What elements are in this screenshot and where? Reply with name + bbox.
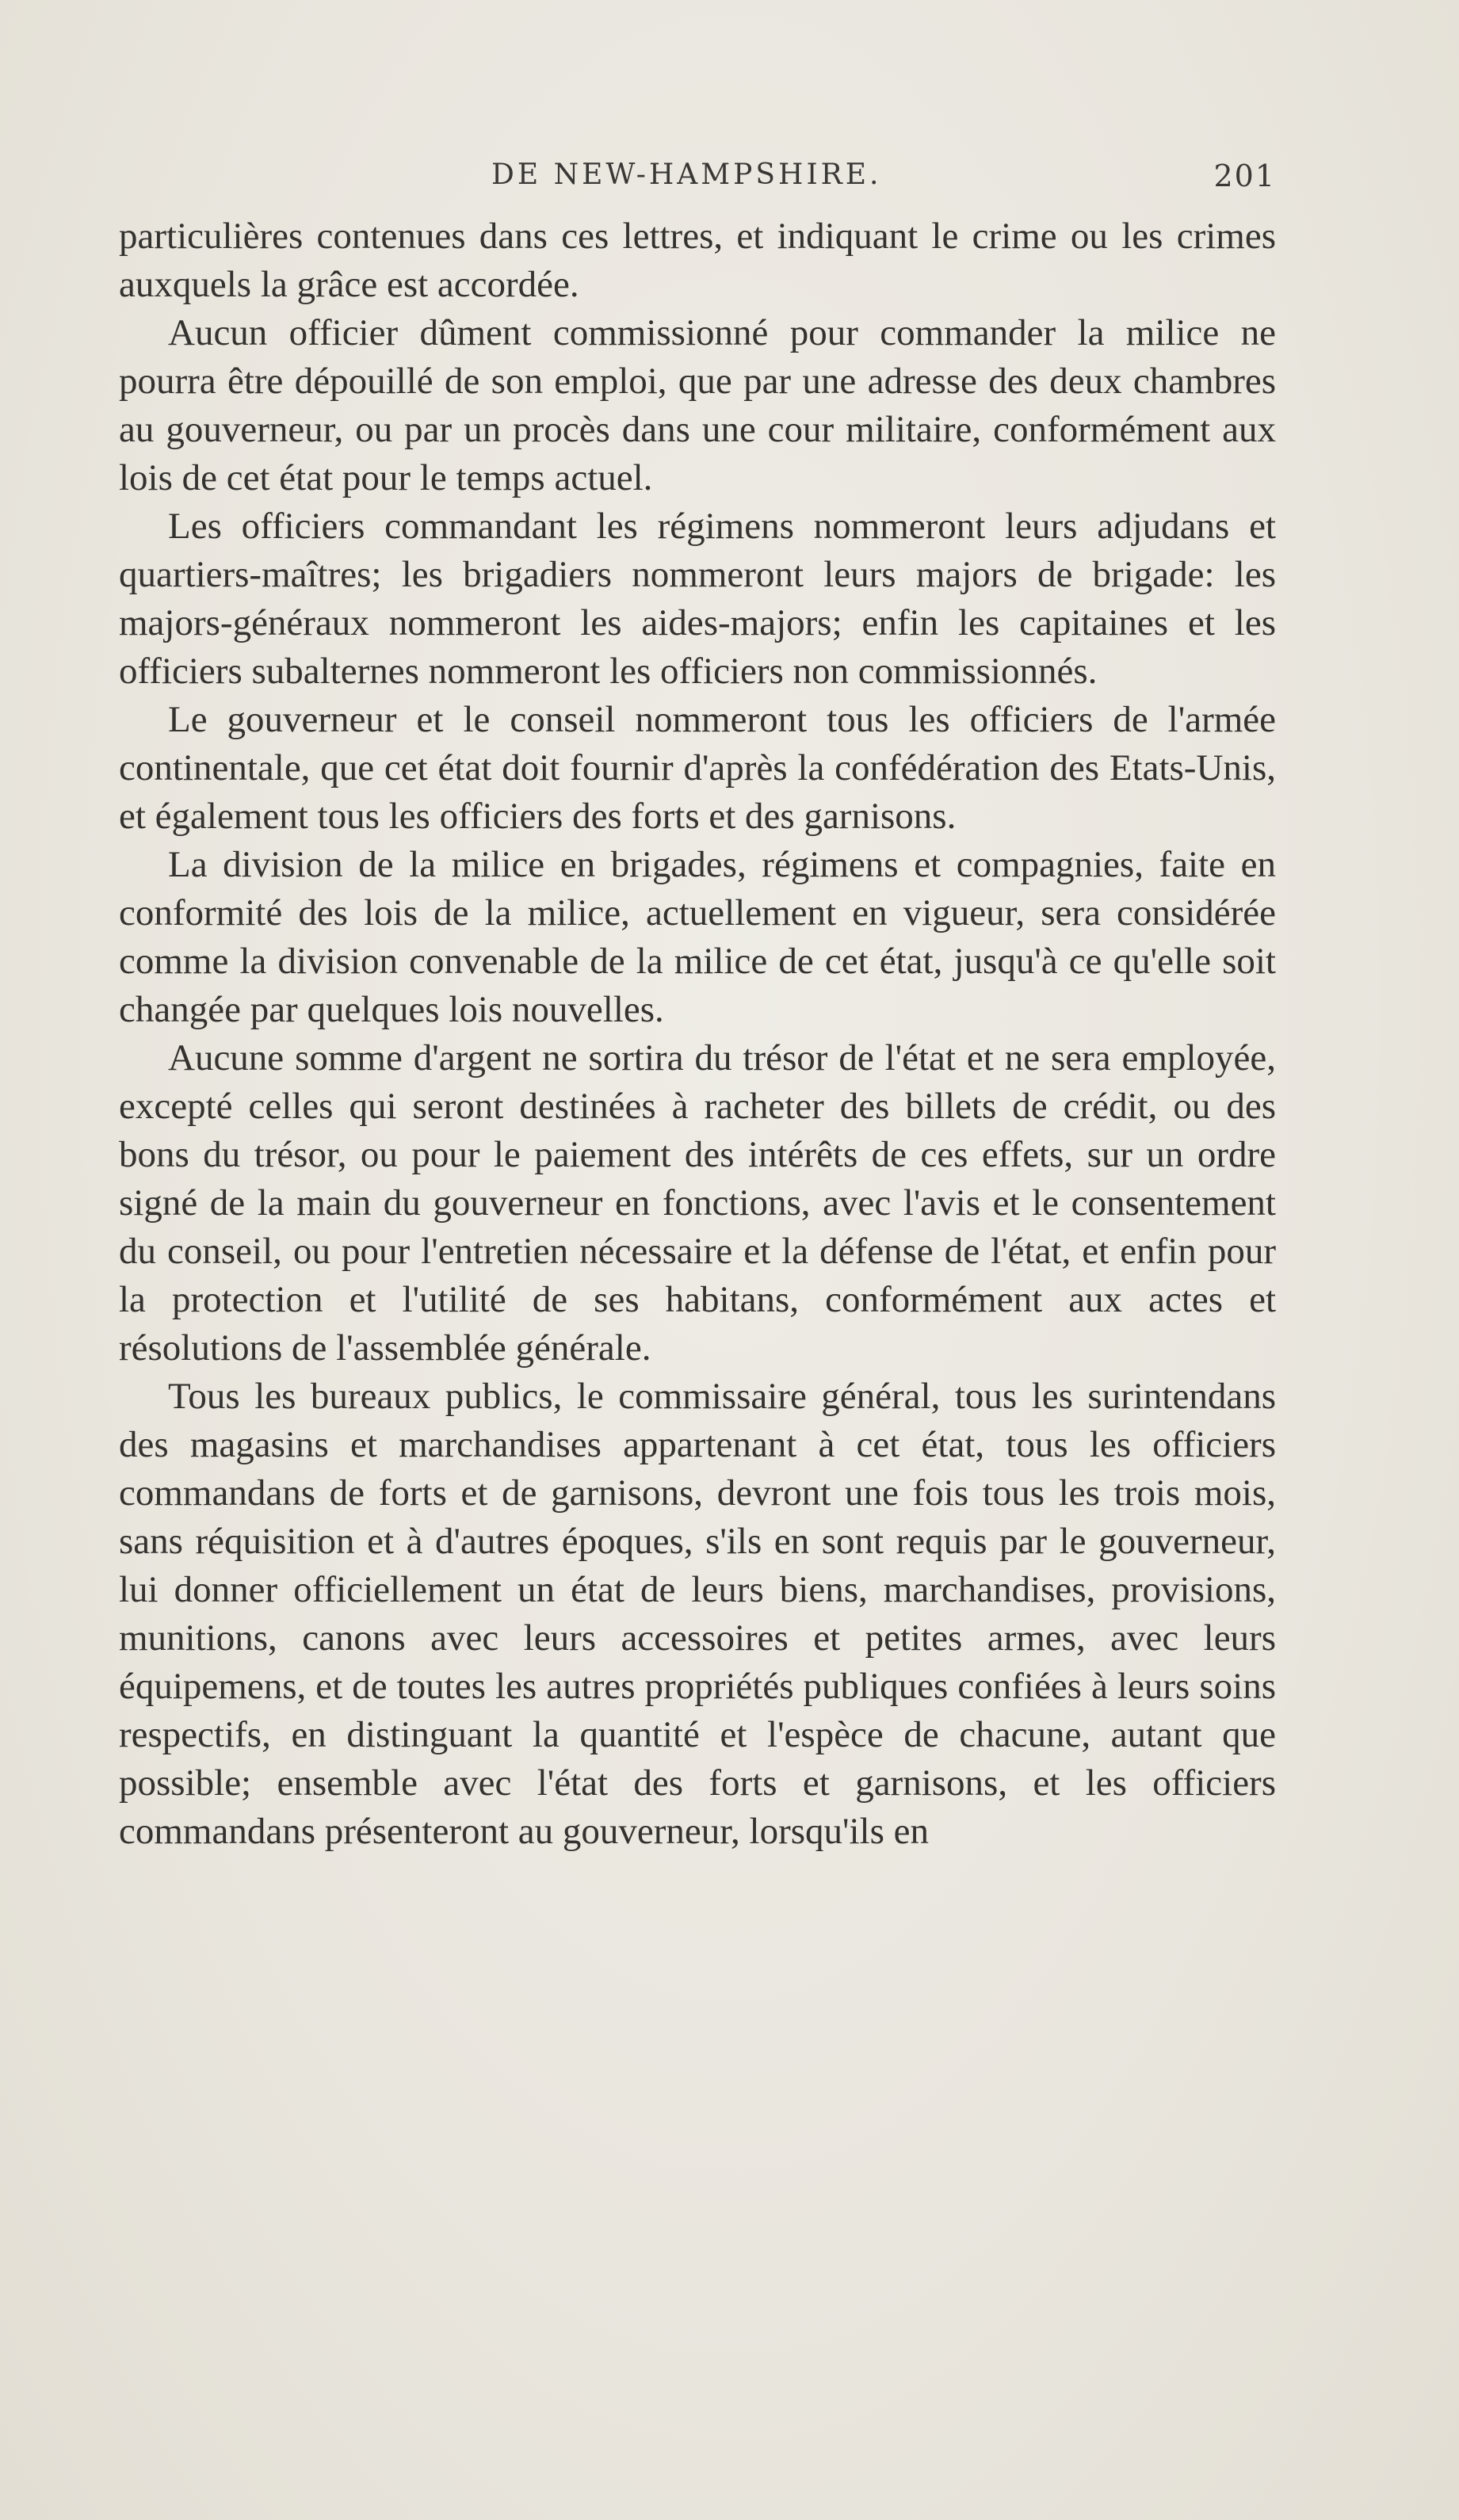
paragraph-1: particulières contenues dans ces lettres, et indiquant le crime ou les crimes auxquels la grâce est accordée. [119,216,1276,305]
paragraph-5: La division de la milice en brigades, régimens et compagnies, faite en conformité des lois de la milice, actuellement en vigueur, sera considérée comme la division convenable de la milice de cet état, jusqu'à ce qu'elle soit changée par quelques lois nouvelles. [119,844,1276,1030]
paragraph-3: Les officiers commandant les régimens nommeront leurs adjudans et quartiers-maîtres; les brigadiers nommeront leurs majors de brigade: les majors-généraux nommeront les aides-majors; enfin les capitaines et les officiers subalternes nommeront les officiers non commissionnés. [119,506,1276,692]
running-head: DE NEW-HAMPSHIRE. [491,158,882,191]
paragraph-4: Le gouverneur et le conseil nommeront tous les officiers de l'armée continentale, que cet état doit fournir d'après la confédération des Etats-Unis, et également tous les officiers des forts et des garnisons. [119,699,1276,837]
page-number: 201 [1213,158,1276,193]
page-header [119,158,1276,206]
paragraph-7: Tous les bureaux publics, le commissaire général, tous les surintendans des magasins et marchandises appartenant à cet état, tous les officiers commandans de forts et de garnisons, devront une fois tous les trois mois, sans réquisition et à d'autres époques, s'ils en sont requis par le gouverneur, lui donner officiellement un état de leurs biens, marchandises, provisions, munitions, canons avec leurs accessoires et petites armes, avec leurs équipemens, et de toutes les autres propriétés publiques confiées à leurs soins respectifs, en distinguant la quantité et l'espèce de chacune, autant que possible; ensemble avec l'état des forts et garnisons, et les officiers commandans présenteront au gouverneur, lorsqu'ils en [119,1376,1276,1852]
text-body [119,212,1276,1856]
paragraph-2: Aucun officier dûment commissionné pour commander la milice ne pourra être dépouillé de son emploi, que par une adresse des deux chambres au gouverneur, ou par un procès dans une cour militaire, conformément aux lois de cet état pour le temps actuel. [119,312,1276,498]
paragraph-6: Aucune somme d'argent ne sortira du trésor de l'état et ne sera employée, excepté celles qui seront destinées à racheter des billets de crédit, ou des bons du trésor, ou pour le paiement des intérêts de ces effets, sur un ordre signé de la main du gouverneur en fonctions, avec l'avis et le consentement du conseil, ou pour l'entretien nécessaire et la défense de l'état, et enfin pour la protection et l'utilité de ses habitans, conformément aux actes et résolutions de l'assemblée générale. [119,1037,1276,1369]
